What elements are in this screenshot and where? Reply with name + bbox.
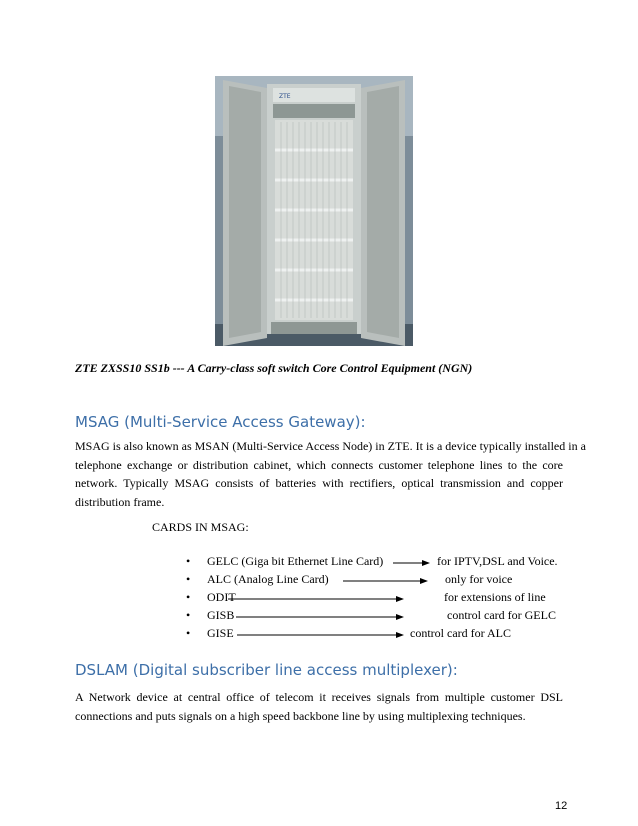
bullet-icon: •	[186, 590, 191, 604]
arrow-icon	[0, 572, 638, 590]
card-description: for extensions of line	[444, 590, 546, 604]
cabinet-brand-label: ZTE	[279, 93, 291, 100]
card-code: GELC (Giga bit Ethernet Line Card)	[207, 554, 384, 568]
bullet-icon: •	[186, 554, 191, 568]
page-number: 12	[555, 800, 568, 812]
equipment-cabinet-photo	[215, 76, 413, 346]
card-list-item	[0, 554, 638, 572]
card-description: control card for GELC	[447, 608, 556, 622]
msag-paragraph-line: telephone exchange or distribution cabinet, which connects customer telephone lines to the core	[75, 457, 563, 472]
msag-paragraph-line: MSAG is also known as MSAN (Multi-Service Access Node) in ZTE. It is a device typically installed in a	[75, 439, 586, 453]
card-code: GISE	[207, 626, 234, 640]
card-list-item	[0, 590, 638, 608]
photo-caption: ZTE ZXSS10 SS1b --- A Carry-class soft switch Core Control Equipment (NGN)	[75, 361, 473, 375]
card-list-item	[0, 626, 638, 644]
card-code: GISB	[207, 608, 235, 622]
card-code: ODIT	[207, 590, 236, 604]
dslam-heading: DSLAM (Digital subscriber line access multiplexer):	[75, 661, 458, 679]
dslam-paragraph-line: connections and puts signals on a high speed backbone line by using multiplexing techniques.	[75, 708, 526, 723]
bullet-icon: •	[186, 626, 191, 640]
card-list-item	[0, 572, 638, 590]
msag-heading: MSAG (Multi-Service Access Gateway):	[75, 413, 366, 431]
dslam-paragraph	[75, 688, 563, 725]
card-description: control card for ALC	[410, 626, 511, 640]
card-list-item	[0, 608, 638, 626]
msag-paragraph	[75, 437, 586, 511]
arrow-icon	[0, 626, 638, 644]
card-description: for IPTV,DSL and Voice.	[437, 554, 558, 568]
msag-paragraph-line: distribution frame.	[75, 494, 165, 509]
bullet-icon: •	[186, 608, 191, 622]
dslam-paragraph-line: A Network device at central office of telecom it receives signals from multiple customer DSL	[75, 690, 563, 704]
card-description: only for voice	[445, 572, 513, 586]
card-code: ALC (Analog Line Card)	[207, 572, 329, 586]
msag-paragraph-line: network. Typically MSAG consists of batteries with rectifiers, optical transmission and copper	[75, 476, 563, 490]
bullet-icon: •	[186, 572, 191, 586]
cards-title: CARDS IN MSAG:	[152, 520, 249, 534]
